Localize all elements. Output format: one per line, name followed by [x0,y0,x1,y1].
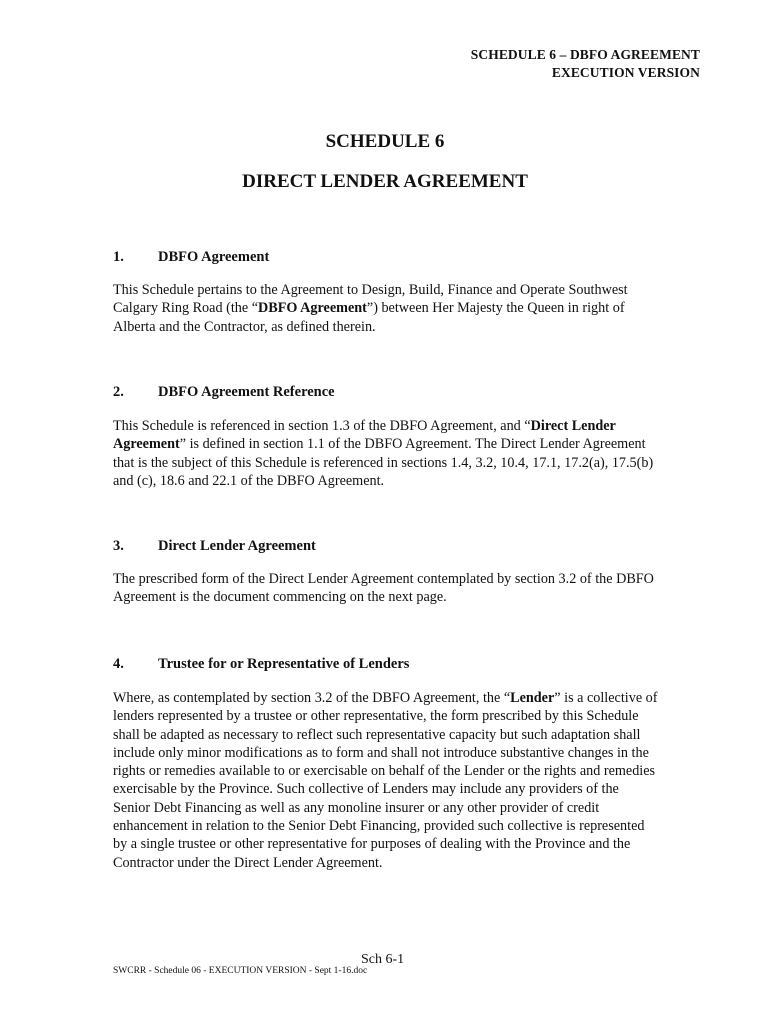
section-2-paragraph [113,417,658,490]
section-2-defined-term: Direct Lender Agreement [113,418,616,453]
section-2-title: DBFO Agreement Reference [158,384,335,400]
section-1-text-a: This Schedule pertains to the Agreement to Design, Build, Finance and Operate Southwest Calgary Ring Road (the “ [113,282,628,317]
section-4-text-b: ” is a collective of lenders represented by a trustee or other representative, the form prescribed by this Schedule shall be adapted as necessary to reflect such representative capacity but such adaptation shall include only minor modifications as to form and shall not introduce substantive changes in the rights or remedies available to or exercisable on behalf of the Lender or the rights and remedies exercisable by the Province. Such collective of Lenders may include any providers of the Senior Debt Financing as well as any monoline insurer or any other provider of credit enhancement in relation to the Senior Debt Financing, provided such collective is represented by a single trustee or other representative for purposes of dealing with the Province and the Contractor under the Direct Lender Agreement. [113,690,658,871]
document-header [471,46,700,82]
section-3-text-a: The prescribed form of the Direct Lender Agreement contemplated by section 3.2 of the DBFO Agreement is the document commencing on the next page. [113,571,654,606]
section-4-title: Trustee for or Representative of Lenders [158,656,410,672]
section-2-text-b: ” is defined in section 1.1 of the DBFO Agreement. The Direct Lender Agreement that is the subject of this Schedule is referenced in sections 1.4, 3.2, 10.4, 17.1, 17.2(a), 17.5(b) and (c), 18.6 and 22.1 of the DBFO Agreement. [113,436,654,489]
section-3-title: Direct Lender Agreement [158,538,316,554]
section-3-paragraph [113,570,658,607]
section-2-heading [113,383,335,402]
section-2-number: 2. [113,384,124,400]
section-3-number: 3. [113,538,124,554]
header-schedule-line: SCHEDULE 6 – DBFO AGREEMENT [470,47,700,62]
section-1-paragraph [113,281,658,336]
section-2-text-a: This Schedule is referenced in section 1.3 of the DBFO Agreement, and “ [113,418,531,434]
section-1-number: 1. [113,249,124,265]
section-1-heading [113,248,269,267]
section-1-defined-term: DBFO Agreement [258,300,367,317]
section-1-title: DBFO Agreement [158,249,270,265]
footer-filename: SWCRR - Schedule 06 - EXECUTION VERSION - Sept 1-16.doc [113,966,368,976]
schedule-title: SCHEDULE 6 [325,131,445,152]
section-1-text-b: ”) between Her Majesty the Queen in right of Alberta and the Contractor, as defined therein. [113,300,625,335]
section-4-defined-term: Lender [510,690,555,706]
section-3-heading [113,537,316,556]
page-number: Sch 6-1 [361,952,405,967]
section-4-number: 4. [113,656,124,672]
header-version-line: EXECUTION VERSION [551,65,700,80]
agreement-title: DIRECT LENDER AGREEMENT [242,171,528,192]
section-4-text-a: Where, as contemplated by section 3.2 of the DBFO Agreement, the “ [113,690,511,706]
section-4-paragraph [113,689,658,872]
section-4-heading [113,655,409,674]
